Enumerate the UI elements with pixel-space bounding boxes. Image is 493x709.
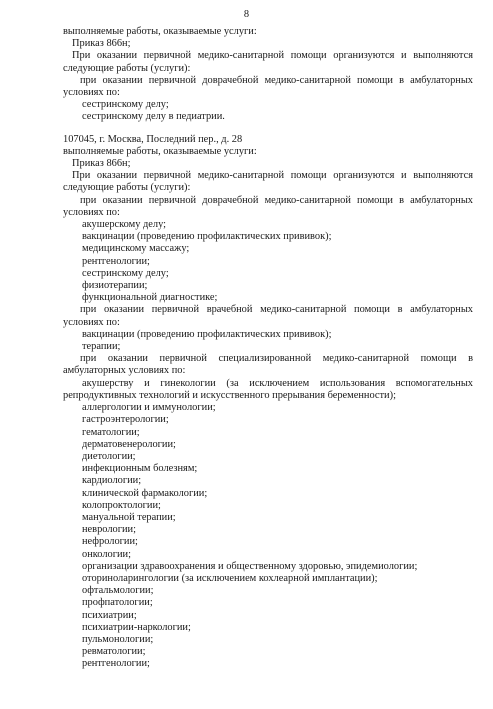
list-item: психиатрии-наркологии; bbox=[82, 621, 191, 633]
list-item: инфекционным болезням; bbox=[82, 463, 198, 475]
list-item: онкологии; bbox=[82, 548, 131, 560]
section-text-line: при оказании первичной врачебной медико-санитарной помощи в амбулаторных bbox=[80, 304, 473, 316]
list-item: сестринскому делу; bbox=[82, 267, 169, 279]
order-reference: Приказ 866н; bbox=[72, 158, 131, 170]
intro-text-line: следующие работы (услуги): bbox=[63, 182, 191, 194]
list-item: акушерству и гинекологии (за исключением использования вспомогательных bbox=[82, 377, 473, 389]
list-item: рентгенологии; bbox=[82, 255, 150, 267]
list-item: сестринскому делу в педиатрии. bbox=[82, 111, 225, 123]
intro-text-line: При оказании первичной медико-санитарной помощи организуются и выполняются bbox=[72, 50, 473, 62]
section-text-line: амбулаторных условиях по: bbox=[63, 365, 186, 377]
list-item: аллергологии и иммунологии; bbox=[82, 402, 216, 414]
page-number: 8 bbox=[243, 9, 250, 20]
list-item: репродуктивных технологий и искусственного прерывания беременности); bbox=[63, 389, 396, 401]
order-reference: Приказ 866н; bbox=[72, 38, 131, 50]
list-item: нефрологии; bbox=[82, 536, 138, 548]
works-heading: выполняемые работы, оказываемые услуги: bbox=[63, 145, 257, 157]
list-item: медицинскому массажу; bbox=[82, 243, 190, 255]
document-body bbox=[63, 26, 473, 671]
section-text-line: условиях по: bbox=[63, 316, 120, 328]
section-text-line: условиях по: bbox=[63, 87, 120, 99]
list-item: терапии; bbox=[82, 341, 121, 353]
list-item: оториноларингологии (за исключением кохлеарной имплантации); bbox=[82, 572, 378, 584]
list-item: организации здравоохранения и общественному здоровью, эпидемиологии; bbox=[82, 560, 418, 572]
list-item: гастроэнтерологии; bbox=[82, 414, 169, 426]
section-text-line: при оказании первичной специализированной медико-санитарной помощи в bbox=[80, 353, 473, 365]
list-item: профпатологии; bbox=[82, 597, 153, 609]
section-text-line: при оказании первичной доврачебной медико-санитарной помощи в амбулаторных bbox=[80, 194, 473, 206]
section-text-line: условиях по: bbox=[63, 206, 120, 218]
list-item: физиотерапии; bbox=[82, 280, 148, 292]
intro-text-line: следующие работы (услуги): bbox=[63, 62, 191, 74]
list-item: ревматологии; bbox=[82, 646, 146, 658]
list-item: акушерскому делу; bbox=[82, 219, 167, 231]
intro-text-line: При оказании первичной медико-санитарной помощи организуются и выполняются bbox=[72, 170, 473, 182]
list-item: психиатрии; bbox=[82, 609, 137, 621]
list-item: сестринскому делу; bbox=[82, 99, 169, 111]
list-item: мануальной терапии; bbox=[82, 511, 176, 523]
list-item: клинической фармакологии; bbox=[82, 487, 208, 499]
section-text-line: при оказании первичной доврачебной медико-санитарной помощи в амбулаторных bbox=[80, 74, 473, 86]
list-item: дерматовенерологии; bbox=[82, 438, 176, 450]
list-item: гематологии; bbox=[82, 426, 140, 438]
list-item: функциональной диагностике; bbox=[82, 292, 218, 304]
list-item: пульмонологии; bbox=[82, 633, 154, 645]
list-item: рентгенологии; bbox=[82, 658, 150, 670]
list-item: офтальмологии; bbox=[82, 585, 154, 597]
list-item: вакцинации (проведению профилактических прививок); bbox=[82, 328, 332, 340]
address-line: 107045, г. Москва, Последний пер., д. 28 bbox=[63, 133, 243, 145]
list-item: вакцинации (проведению профилактических прививок); bbox=[82, 231, 332, 243]
list-item: диетологии; bbox=[82, 450, 136, 462]
list-item: неврологии; bbox=[82, 524, 136, 536]
works-heading: выполняемые работы, оказываемые услуги: bbox=[63, 26, 257, 37]
list-item: колопроктологии; bbox=[82, 499, 161, 511]
list-item: кардиологии; bbox=[82, 475, 142, 487]
